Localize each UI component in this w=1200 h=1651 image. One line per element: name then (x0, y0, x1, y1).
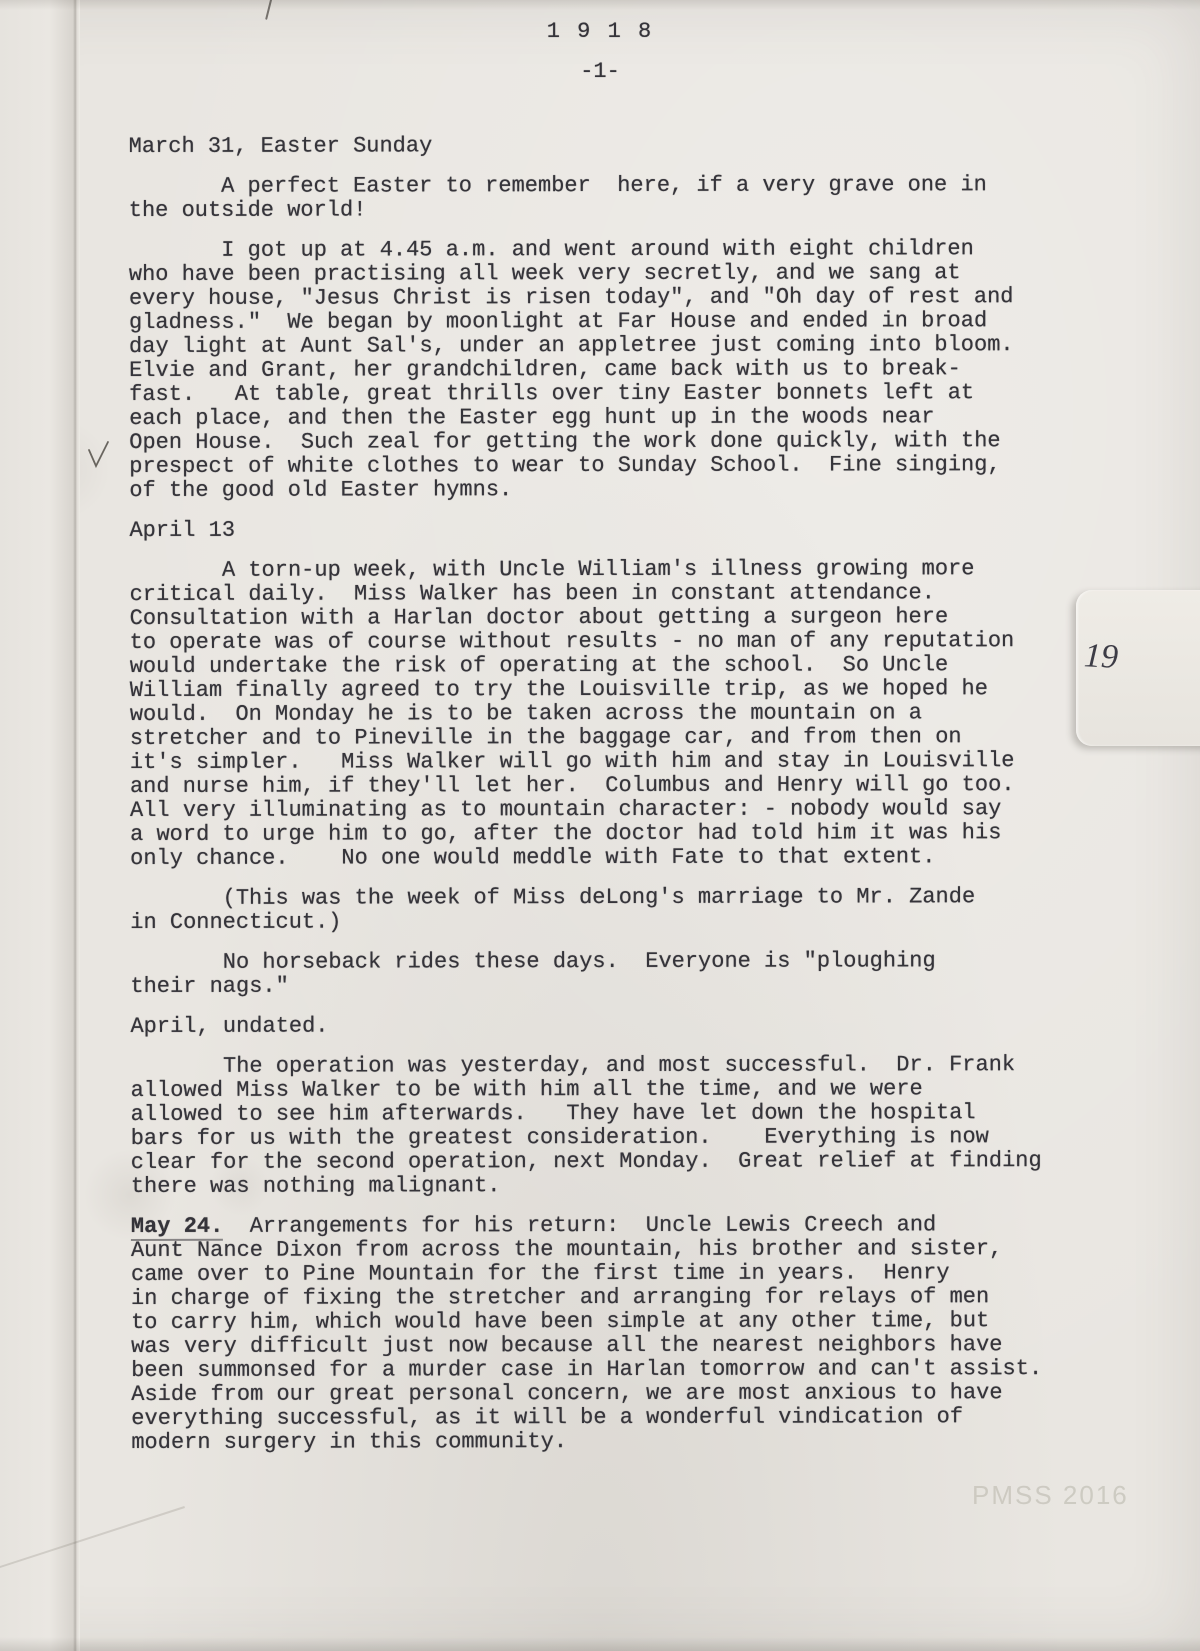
entry-heading-april-13: April 13 (129, 517, 236, 543)
entry-paragraph: No horseback rides these days. Everyone is "ploughing their nags." (130, 948, 936, 999)
watermark-text: PMSS 2016 (972, 1480, 1129, 1510)
paper-bottom-shadow (0, 1637, 1200, 1651)
entry-heading-march-31: March 31, Easter Sunday (128, 133, 433, 159)
year-header: 1 9 1 8 (546, 19, 654, 44)
paper-crease (73, 0, 77, 1651)
page-number: -1- (580, 59, 620, 84)
pen-stroke-mark (265, 0, 273, 20)
entry-paragraph: (This was the week of Miss deLong's marriage to Mr. Zande in Connecticut.) (130, 884, 976, 935)
entry-paragraph-text: Arrangements for his return: Uncle Lewis Creech and Aunt Nance Dixon from across the mountain, his brother and sister, came over to Pine Mountain for the first time in years. Henry in charge of fixing the stretcher and arranging for relays of men to carry him, which would have been simple at any other time, but was very difficult just now because all the nearest neighbors have been summonsed for a murder case in Harlan tomorrow and can't assist. Aside from our great personal concern, we are most anxious to have everything successful, as it will be a wonderful vindication of modern surgery in this community. (130, 1212, 1043, 1455)
entry-paragraph: A torn-up week, with Uncle William's illness growing more critical daily. Miss Walker has been in constant attendance. Consultation with a Harlan doctor about getting a surgeon here to operate was of course without results - no man of any reputation would undertake the risk of operating at the school. So Uncle William finally agreed to try the Louisville trip, as we hoped he would. On Monday he is to be taken across the mountain on a stretcher and to Pineville in the baggage car, and from then on it's simpler. Miss Walker will go with him and stay in Louisville and nurse him, if they'll let her. Columbus and Henry will go too. All very illuminating as to mountain character: - nobody would say a word to urge him to go, after the doctor had told him it was his only chance. No one would meddle with Fate to that extent. (129, 556, 1015, 871)
entry-paragraph: A perfect Easter to remember here, if a very grave one in the outside world! (128, 172, 987, 223)
typewritten-text (129, 133, 1077, 1471)
entry-paragraph: The operation was yesterday, and most successful. Dr. Frank allowed Miss Walker to be with him all the time, and we were allowed to see him afterwards. They have let down the hospital bars for us with the greatest consideration. Everything is now clear for the second operation, next Monday. Great relief at finding there was nothing malignant. (130, 1052, 1042, 1199)
entry-paragraph: I got up at 4.45 a.m. and went around with eight children who have been practising all week very secretly, and we sang at every house, "Jesus Christ is risen today", and "Oh day of rest and gladness." We began by moonlight at Far House and ended in broad day light at Aunt Sal's, under an appletree just coming into bloom. Elvie and Grant, her grandchildren, came back with us to break- fast. At table, great thrills over tiny Easter bonnets left at each place, and then the Easter egg hunt up in the woods near Open House. Such zeal for getting the work done quickly, with the prespect of white clothes to wear to Sunday School. Fine singing, of the good old Easter hymns. (128, 236, 1014, 503)
entry-heading-april-undated: April, undated. (130, 1013, 329, 1039)
tab-handwritten-label: 19 (1083, 637, 1119, 676)
entry-paragraph-may-24 (131, 1213, 1077, 1455)
entry-heading-may-24: May 24. (130, 1213, 224, 1239)
paper-top-shadow (0, 0, 1200, 10)
paper-left-edge (0, 0, 80, 1651)
page-tab (1076, 590, 1200, 746)
margin-checkmark-icon (86, 440, 112, 470)
paper-fold-line (0, 1506, 185, 1576)
